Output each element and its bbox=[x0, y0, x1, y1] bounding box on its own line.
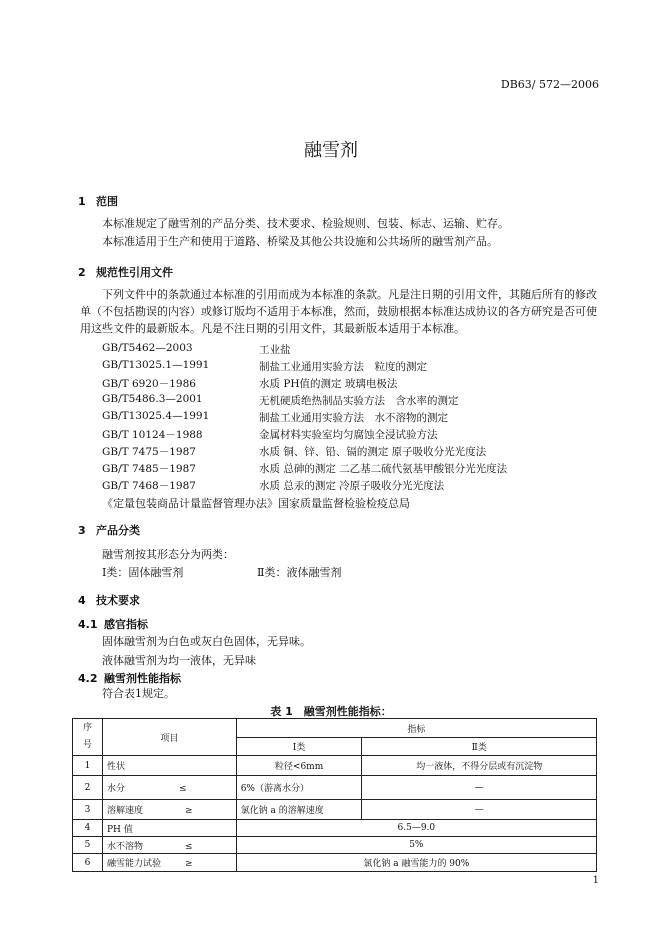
row-item bbox=[102, 820, 236, 837]
section-number: 3 bbox=[78, 524, 86, 537]
reference-name: 水质 PH值的测定 玻璃电极法 bbox=[259, 378, 398, 390]
class-2-label: Ⅱ类：液体融雪剂 bbox=[257, 566, 342, 579]
subsection-number: 4.1 bbox=[78, 618, 98, 631]
row-number: 4 bbox=[73, 820, 103, 837]
row-item bbox=[102, 756, 236, 776]
row-item bbox=[102, 854, 236, 872]
section-number: 1 bbox=[78, 195, 86, 208]
reference-code: GB/T13025.4—1991 bbox=[102, 410, 210, 422]
document-title: 融雪剂 bbox=[304, 140, 358, 161]
row-value-merged: 5% bbox=[236, 837, 596, 854]
section-title: 技术要求 bbox=[96, 594, 140, 607]
row-item-label: 溶解速度 bbox=[106, 806, 143, 816]
table-row bbox=[73, 854, 597, 872]
row-item-label: 融雪能力试验 bbox=[106, 859, 161, 869]
section-title: 规范性引用文件 bbox=[96, 266, 173, 279]
header-cell-item: 项目 bbox=[102, 719, 236, 756]
paragraph: 液体融雪剂为均一液体，无异味 bbox=[102, 654, 256, 667]
reference-code: GB/T5486.3—2001 bbox=[102, 393, 203, 405]
table-row bbox=[73, 800, 597, 820]
subsection-4-2-heading bbox=[78, 670, 181, 686]
section-number: 4 bbox=[78, 594, 86, 607]
paragraph: 本标准规定了融雪剂的产品分类、技术要求、检验规则、包装、标志、运输、贮存。 bbox=[102, 217, 509, 230]
row-value-class-2: — bbox=[362, 776, 597, 800]
paragraph: 下列文件中的条款通过本标准的引用而成为本标准的条款。凡是注日期的引用文件，其随后所有的修改单（不包括勘误的内容）或修订版均不适用于本标准，然而，鼓励根据本标准达成协议的各方研究是否可使用这些文件的最新版本。凡是不注日期的引用文件，其最新版本适用于本标准。 bbox=[80, 288, 597, 335]
row-number: 1 bbox=[73, 756, 103, 776]
subsection-title: 感官指标 bbox=[104, 618, 148, 631]
subsection-title: 融雪剂性能指标 bbox=[104, 672, 181, 685]
section-1-heading bbox=[78, 193, 118, 209]
reference-name: 水质 总砷的测定 二乙基二硫代氨基甲酸银分光光度法 bbox=[259, 463, 508, 475]
row-value-merged: 氯化钠 a 融雪能力的 90% bbox=[236, 854, 596, 872]
row-value-class-2: — bbox=[362, 800, 597, 820]
row-item bbox=[102, 776, 236, 800]
reference-name: 工业盐 bbox=[259, 344, 291, 356]
reference-code: GB/T 7485－1987 bbox=[102, 463, 196, 475]
table-header-row bbox=[73, 719, 597, 738]
reference-extra: 《定量包装商品计量监督管理办法》国家质量监督检验检疫总局 bbox=[102, 497, 410, 510]
reference-list bbox=[102, 342, 602, 502]
header-cell-index: 指标 bbox=[236, 719, 596, 738]
row-value-class-1: 氯化钠 a 的溶解速度 bbox=[236, 800, 362, 820]
row-operator: ≤ bbox=[184, 841, 193, 852]
table-caption: 表 1 融雪剂性能指标： bbox=[270, 705, 392, 718]
reference-code: GB/T 7468－1987 bbox=[102, 480, 196, 492]
section-3-heading bbox=[78, 522, 140, 538]
row-number: 5 bbox=[73, 837, 103, 854]
paragraph: 固体融雪剂为白色或灰白色固体，无异味。 bbox=[102, 635, 311, 648]
row-value-class-1: 6%（游离水分） bbox=[236, 776, 362, 800]
document-code: DB63/ 572—2006 bbox=[500, 78, 599, 91]
header-cell-class-2: Ⅱ类 bbox=[362, 738, 597, 756]
row-operator: ≥ bbox=[184, 859, 193, 869]
section-number: 2 bbox=[78, 266, 86, 279]
row-item-label: 性状 bbox=[106, 762, 125, 772]
class-1-label: Ⅰ类：固体融雪剂 bbox=[102, 566, 184, 579]
header-text: 号 bbox=[82, 740, 92, 750]
table-row bbox=[73, 820, 597, 837]
reference-name: 制盐工业通用实验方法 水不溶物的测定 bbox=[259, 412, 448, 424]
reference-code: GB/T 6920－1986 bbox=[102, 378, 196, 390]
row-number: 3 bbox=[73, 800, 103, 820]
section-title: 产品分类 bbox=[96, 524, 140, 537]
section-title: 范围 bbox=[96, 195, 118, 208]
reference-code: GB/T 10124－1988 bbox=[102, 429, 203, 441]
table-row bbox=[73, 776, 597, 800]
reference-name: 金属材料实验室均匀腐蚀全浸试验方法 bbox=[259, 429, 438, 441]
reference-name: 水质 铜、锌、铅、镉的测定 原子吸收分光光度法 bbox=[259, 446, 487, 458]
row-item-label: PH 值 bbox=[106, 824, 133, 835]
page-number: 1 bbox=[592, 875, 599, 886]
paragraph: 融雪剂按其形态分为两类： bbox=[102, 548, 234, 561]
reference-code: GB/T 7475－1987 bbox=[102, 446, 196, 458]
section-4-heading bbox=[78, 592, 140, 608]
header-cell-class-1: Ⅰ类 bbox=[236, 738, 362, 756]
row-value-class-1: 粒径<6mm bbox=[236, 756, 362, 776]
performance-table bbox=[72, 718, 597, 872]
row-item bbox=[102, 800, 236, 820]
reference-name: 无机硬质绝热制品实验方法 含水率的测定 bbox=[259, 395, 459, 407]
subsection-number: 4.2 bbox=[78, 672, 98, 685]
row-value-class-2: 均一液体，不得分层或有沉淀物 bbox=[362, 756, 597, 776]
row-item-label: 水不溶物 bbox=[106, 841, 143, 852]
row-value-merged: 6.5—9.0 bbox=[236, 820, 596, 837]
table-row bbox=[73, 756, 597, 776]
row-number: 6 bbox=[73, 854, 103, 872]
row-item bbox=[102, 837, 236, 854]
paragraph: 符合表1规定。 bbox=[102, 687, 175, 700]
reference-name: 水质 总汞的测定 冷原子吸收分光光度法 bbox=[259, 480, 445, 492]
reference-code: GB/T13025.1—1991 bbox=[102, 359, 210, 371]
row-item-label: 水分 bbox=[106, 784, 125, 794]
table-row bbox=[73, 837, 597, 854]
row-operator: ≤ bbox=[178, 784, 187, 794]
reference-name: 制盐工业通用实验方法 粒度的测定 bbox=[259, 361, 427, 373]
paragraph: 本标准适用于生产和使用于道路、桥梁及其他公共设施和公共场所的融雪剂产品。 bbox=[102, 235, 498, 248]
header-cell-no bbox=[73, 719, 103, 756]
reference-code: GB/T5462—2003 bbox=[102, 342, 193, 354]
row-operator: ≥ bbox=[184, 806, 193, 816]
section-2-heading bbox=[78, 264, 173, 280]
header-text: 序 bbox=[82, 723, 92, 733]
row-number: 2 bbox=[73, 776, 103, 800]
subsection-4-1-heading bbox=[78, 616, 148, 632]
